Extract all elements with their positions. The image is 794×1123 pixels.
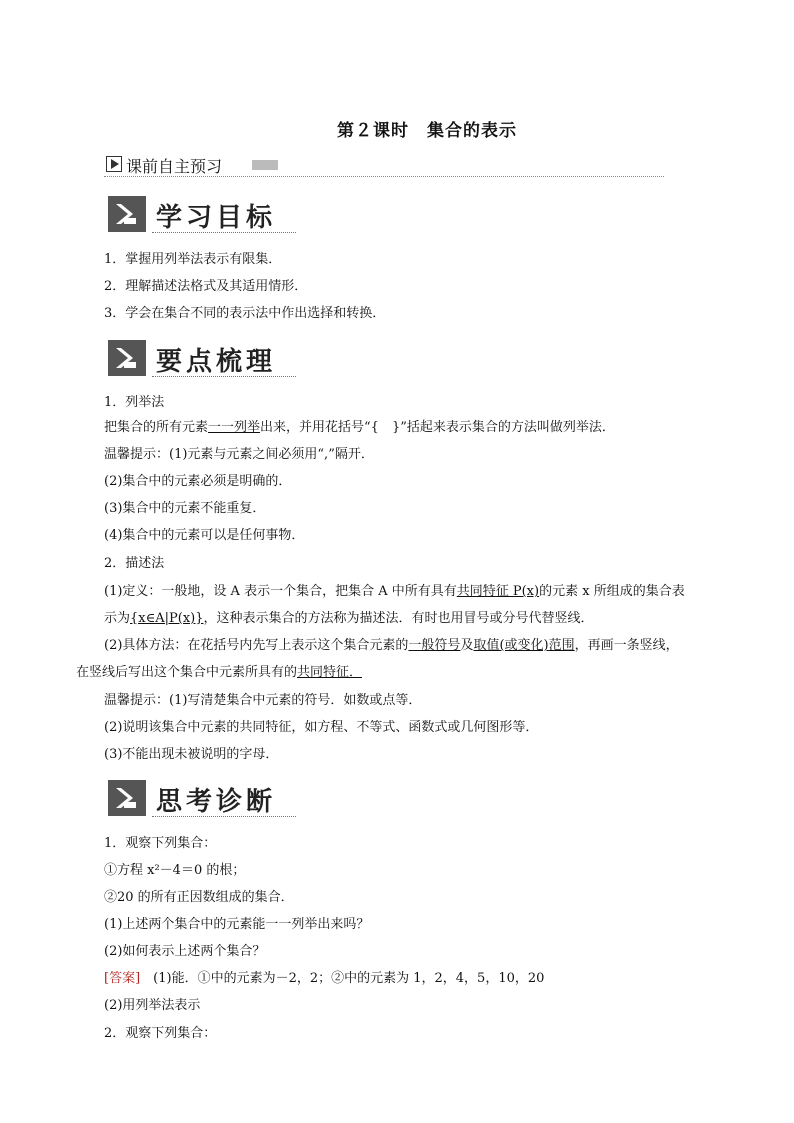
question-line: (2)如何表示上述两个集合？ bbox=[104, 944, 266, 959]
tip-line: (2)说明该集合中元素的共同特征，如方程、不等式、函数式或几何图形等． bbox=[104, 720, 539, 735]
pre-study-label: 课前自主预习 bbox=[126, 157, 223, 176]
section-title: 要点梳理 bbox=[156, 347, 277, 377]
tip-line: 温馨提示：(1)写清楚集合中元素的符号．如数或点等． bbox=[104, 693, 422, 708]
goal-item: 2．理解描述法格式及其适用情形． bbox=[104, 279, 308, 294]
answer-line: [答案] (1)能．①中的元素为－2，2；②中的元素为 1，2，4，5，10，20 bbox=[104, 971, 545, 986]
list-method-definition: 把集合的所有元素一一列举出来，并用花括号“{ }”括起来表示集合的方法叫做列举法． bbox=[104, 420, 615, 435]
pre-study-banner bbox=[104, 154, 664, 177]
question-line: ②20 的所有正因数组成的集合． bbox=[104, 890, 294, 905]
goal-item: 3．学会在集合不同的表示法中作出选择和转换． bbox=[104, 306, 386, 321]
chevron-arrow-icon bbox=[108, 196, 146, 232]
tip-line: (2)集合中的元素必须是明确的． bbox=[104, 474, 292, 489]
question-line: (1)上述两个集合中的元素能一一列举出来吗？ bbox=[104, 917, 370, 932]
section-title: 思考诊断 bbox=[156, 787, 277, 817]
play-triangle-icon bbox=[106, 156, 122, 172]
page-title: 第２课时 集合的表示 bbox=[337, 121, 517, 141]
desc-method-definition-cont: 示为{x∈A|P(x)}，这种表示集合的方法称为描述法．有时也用冒号或分号代替竖线． bbox=[104, 611, 594, 626]
answer-tag: [答案] bbox=[104, 971, 141, 986]
tip-line: 温馨提示：(1)元素与元素之间必须用“,”隔开． bbox=[104, 447, 374, 462]
section-header-thinking bbox=[108, 780, 296, 816]
question-line: 1．观察下列集合： bbox=[104, 836, 217, 851]
desc-method-way-cont: 在竖线后写出这个集合中元素所具有的共同特征． bbox=[76, 665, 363, 680]
section-header-goals bbox=[108, 196, 296, 232]
question-line: ①方程 x²－4＝0 的根； bbox=[104, 863, 246, 878]
section-title: 学习目标 bbox=[156, 203, 277, 233]
section-header-points bbox=[108, 340, 296, 376]
tip-line: (4)集合中的元素可以是任何事物． bbox=[104, 528, 305, 543]
chevron-arrow-icon bbox=[108, 340, 146, 376]
desc-method-definition: (1)定义：一般地，设 A 表示一个集合，把集合 A 中所有具有共同特征 P(x)的元素 x 所组成的集合表 bbox=[104, 584, 685, 599]
answer-line: (2)用列举法表示 bbox=[104, 998, 201, 1013]
desc-method-heading: 2．描述法 bbox=[104, 556, 165, 571]
desc-method-way: (2)具体方法：在花括号内先写上表示这个集合元素的一般符号及取值(或变化)范围，再画一条竖线， bbox=[104, 638, 679, 653]
banner-decoration-bar bbox=[252, 160, 278, 170]
list-method-heading: 1．列举法 bbox=[104, 395, 165, 410]
question-line: 2．观察下列集合： bbox=[104, 1026, 217, 1041]
tip-line: (3)不能出现未被说明的字母． bbox=[104, 747, 279, 762]
chevron-arrow-icon bbox=[108, 780, 146, 816]
goal-item: 1．掌握用列举法表示有限集． bbox=[104, 252, 282, 267]
tip-line: (3)集合中的元素不能重复． bbox=[104, 501, 266, 516]
